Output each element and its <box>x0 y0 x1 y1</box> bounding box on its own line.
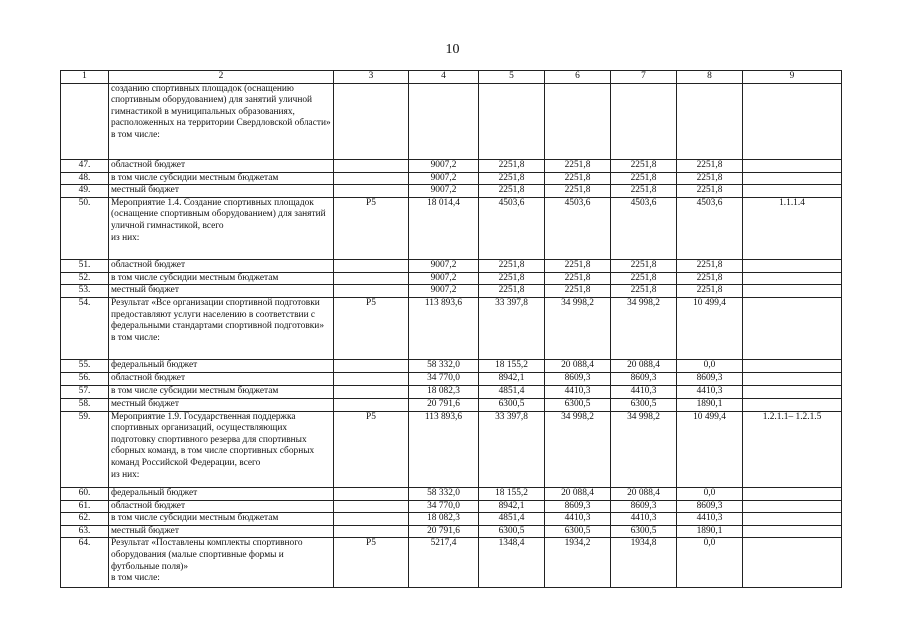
total-cell: 9007,2 <box>409 285 479 298</box>
year-value-cell: 34 998,2 <box>611 297 677 359</box>
year-value-cell: 2251,8 <box>677 159 743 172</box>
header-cell: 4 <box>409 71 479 84</box>
header-cell: 9 <box>743 71 842 84</box>
year-value-cell: 1890,1 <box>677 398 743 411</box>
code-cell <box>334 172 409 185</box>
table-row <box>61 500 842 513</box>
year-value-cell: 2251,8 <box>611 272 677 285</box>
year-value-cell: 2251,8 <box>677 259 743 272</box>
year-value-cell: 6300,5 <box>479 398 545 411</box>
description-cell: местный бюджет <box>109 185 334 198</box>
total-cell: 58 332,0 <box>409 359 479 372</box>
header-cell: 2 <box>109 71 334 84</box>
header-row <box>61 71 842 84</box>
year-value-cell: 8609,3 <box>545 500 611 513</box>
row-number-cell: 56. <box>61 372 109 385</box>
year-value-cell: 4851,4 <box>479 385 545 398</box>
total-cell: 9007,2 <box>409 272 479 285</box>
total-cell: 113 893,6 <box>409 297 479 359</box>
code-cell: Р5 <box>334 538 409 588</box>
table-row <box>61 513 842 526</box>
year-value-cell: 10 499,4 <box>677 411 743 487</box>
year-value-cell: 33 397,8 <box>479 411 545 487</box>
year-value-cell: 2251,8 <box>545 185 611 198</box>
description-cell: Мероприятие 1.9. Государственная поддержка спортивных организаций, осуществляющих подготовку спортивного резерва для спортивных сборных команд, в том числе спортивных сборных команд Российской Федерации, всего из них: <box>109 411 334 487</box>
total-cell: 9007,2 <box>409 172 479 185</box>
target-ref-cell <box>743 487 842 500</box>
code-cell <box>334 185 409 198</box>
year-value-cell <box>611 83 677 159</box>
description-cell: в том числе субсидии местным бюджетам <box>109 172 334 185</box>
target-ref-cell <box>743 398 842 411</box>
row-number-cell: 57. <box>61 385 109 398</box>
description-cell: в том числе субсидии местным бюджетам <box>109 272 334 285</box>
code-cell <box>334 285 409 298</box>
header-cell: 3 <box>334 71 409 84</box>
year-value-cell: 6300,5 <box>479 525 545 538</box>
target-ref-cell <box>743 359 842 372</box>
year-value-cell: 34 998,2 <box>611 411 677 487</box>
year-value-cell: 2251,8 <box>479 285 545 298</box>
table-row <box>61 197 842 259</box>
target-ref-cell <box>743 297 842 359</box>
row-number-cell: 47. <box>61 159 109 172</box>
table-row <box>61 272 842 285</box>
total-cell: 34 770,0 <box>409 500 479 513</box>
year-value-cell <box>479 83 545 159</box>
table-row <box>61 185 842 198</box>
total-cell: 18 082,3 <box>409 385 479 398</box>
year-value-cell: 18 155,2 <box>479 359 545 372</box>
row-number-cell: 63. <box>61 525 109 538</box>
description-cell: местный бюджет <box>109 398 334 411</box>
total-cell: 34 770,0 <box>409 372 479 385</box>
row-number-cell: 52. <box>61 272 109 285</box>
year-value-cell: 2251,8 <box>611 172 677 185</box>
row-number-cell: 53. <box>61 285 109 298</box>
target-ref-cell <box>743 372 842 385</box>
year-value-cell: 1348,4 <box>479 538 545 588</box>
code-cell <box>334 385 409 398</box>
code-cell: Р5 <box>334 197 409 259</box>
total-cell: 5217,4 <box>409 538 479 588</box>
table-row <box>61 285 842 298</box>
year-value-cell: 1934,8 <box>611 538 677 588</box>
year-value-cell: 4503,6 <box>677 197 743 259</box>
description-cell: Мероприятие 1.4. Создание спортивных площадок (оснащение спортивным оборудованием) для занятий уличной гимнастикой, всего из них: <box>109 197 334 259</box>
year-value-cell: 2251,8 <box>479 159 545 172</box>
year-value-cell: 2251,8 <box>479 185 545 198</box>
row-number-cell: 62. <box>61 513 109 526</box>
total-cell: 9007,2 <box>409 159 479 172</box>
total-cell: 58 332,0 <box>409 487 479 500</box>
year-value-cell: 2251,8 <box>677 285 743 298</box>
code-cell <box>334 83 409 159</box>
description-cell: созданию спортивных площадок (оснащению спортивным оборудованием) для занятий уличной гимнастикой в муниципальных образованиях, расположенных на территории Свердловской области» в том числе: <box>109 83 334 159</box>
year-value-cell: 18 155,2 <box>479 487 545 500</box>
year-value-cell: 2251,8 <box>479 272 545 285</box>
target-ref-cell: 1.2.1.1– 1.2.1.5 <box>743 411 842 487</box>
year-value-cell: 2251,8 <box>545 285 611 298</box>
table-row <box>61 487 842 500</box>
year-value-cell: 2251,8 <box>545 172 611 185</box>
year-value-cell: 8609,3 <box>611 500 677 513</box>
table-row <box>61 538 842 588</box>
page-number: 10 <box>445 42 460 57</box>
year-value-cell: 2251,8 <box>611 185 677 198</box>
target-ref-cell <box>743 172 842 185</box>
description-cell: областной бюджет <box>109 259 334 272</box>
row-number-cell <box>61 83 109 159</box>
year-value-cell: 2251,8 <box>677 185 743 198</box>
year-value-cell: 20 088,4 <box>545 359 611 372</box>
target-ref-cell: 1.1.1.4 <box>743 197 842 259</box>
target-ref-cell <box>743 272 842 285</box>
year-value-cell: 8942,1 <box>479 500 545 513</box>
year-value-cell <box>677 83 743 159</box>
row-number-cell: 54. <box>61 297 109 359</box>
year-value-cell: 0,0 <box>677 487 743 500</box>
row-number-cell: 55. <box>61 359 109 372</box>
year-value-cell: 8609,3 <box>677 500 743 513</box>
year-value-cell: 6300,5 <box>611 398 677 411</box>
year-value-cell: 1934,2 <box>545 538 611 588</box>
code-cell <box>334 259 409 272</box>
table-row <box>61 398 842 411</box>
year-value-cell: 4410,3 <box>611 385 677 398</box>
year-value-cell: 8942,1 <box>479 372 545 385</box>
row-number-cell: 51. <box>61 259 109 272</box>
description-cell: в том числе субсидии местным бюджетам <box>109 513 334 526</box>
description-cell: Результат «Поставлены комплекты спортивного оборудования (малые спортивные формы и футбольные поля)» в том числе: <box>109 538 334 588</box>
row-number-cell: 60. <box>61 487 109 500</box>
code-cell <box>334 159 409 172</box>
year-value-cell: 8609,3 <box>545 372 611 385</box>
table-row <box>61 372 842 385</box>
description-cell: областной бюджет <box>109 159 334 172</box>
year-value-cell: 34 998,2 <box>545 297 611 359</box>
description-cell: федеральный бюджет <box>109 359 334 372</box>
year-value-cell: 20 088,4 <box>611 359 677 372</box>
row-number-cell: 50. <box>61 197 109 259</box>
row-number-cell: 48. <box>61 172 109 185</box>
code-cell <box>334 272 409 285</box>
year-value-cell: 2251,8 <box>677 172 743 185</box>
code-cell <box>334 372 409 385</box>
total-cell: 20 791,6 <box>409 398 479 411</box>
row-number-cell: 61. <box>61 500 109 513</box>
target-ref-cell <box>743 538 842 588</box>
year-value-cell: 6300,5 <box>545 398 611 411</box>
header-cell: 5 <box>479 71 545 84</box>
row-number-cell: 59. <box>61 411 109 487</box>
year-value-cell: 2251,8 <box>545 272 611 285</box>
target-ref-cell <box>743 159 842 172</box>
budget-table <box>60 70 842 588</box>
year-value-cell: 34 998,2 <box>545 411 611 487</box>
year-value-cell: 6300,5 <box>611 525 677 538</box>
total-cell: 20 791,6 <box>409 525 479 538</box>
year-value-cell: 2251,8 <box>545 159 611 172</box>
year-value-cell: 10 499,4 <box>677 297 743 359</box>
total-cell: 18 014,4 <box>409 197 479 259</box>
code-cell <box>334 500 409 513</box>
table-row <box>61 159 842 172</box>
code-cell <box>334 513 409 526</box>
row-number-cell: 58. <box>61 398 109 411</box>
year-value-cell: 6300,5 <box>545 525 611 538</box>
description-cell: областной бюджет <box>109 500 334 513</box>
year-value-cell: 2251,8 <box>545 259 611 272</box>
code-cell <box>334 398 409 411</box>
table-row <box>61 83 842 159</box>
code-cell: Р5 <box>334 411 409 487</box>
table-row <box>61 297 842 359</box>
year-value-cell: 4503,6 <box>545 197 611 259</box>
total-cell: 9007,2 <box>409 185 479 198</box>
year-value-cell: 0,0 <box>677 359 743 372</box>
year-value-cell: 4410,3 <box>611 513 677 526</box>
year-value-cell: 2251,8 <box>611 159 677 172</box>
code-cell <box>334 359 409 372</box>
year-value-cell: 20 088,4 <box>545 487 611 500</box>
header-cell: 8 <box>677 71 743 84</box>
year-value-cell: 20 088,4 <box>611 487 677 500</box>
header-cell: 1 <box>61 71 109 84</box>
description-cell: местный бюджет <box>109 525 334 538</box>
table-row <box>61 359 842 372</box>
total-cell: 9007,2 <box>409 259 479 272</box>
code-cell: Р5 <box>334 297 409 359</box>
total-cell <box>409 83 479 159</box>
target-ref-cell <box>743 513 842 526</box>
target-ref-cell <box>743 83 842 159</box>
header-cell: 6 <box>545 71 611 84</box>
table-row <box>61 525 842 538</box>
description-cell: местный бюджет <box>109 285 334 298</box>
description-cell: областной бюджет <box>109 372 334 385</box>
header-cell: 7 <box>611 71 677 84</box>
table-row <box>61 385 842 398</box>
year-value-cell: 0,0 <box>677 538 743 588</box>
year-value-cell: 8609,3 <box>611 372 677 385</box>
table-row <box>61 172 842 185</box>
year-value-cell: 4503,6 <box>479 197 545 259</box>
year-value-cell: 4410,3 <box>677 385 743 398</box>
year-value-cell: 2251,8 <box>479 259 545 272</box>
year-value-cell: 1890,1 <box>677 525 743 538</box>
row-number-cell: 64. <box>61 538 109 588</box>
year-value-cell <box>545 83 611 159</box>
total-cell: 18 082,3 <box>409 513 479 526</box>
target-ref-cell <box>743 525 842 538</box>
year-value-cell: 2251,8 <box>611 259 677 272</box>
total-cell: 113 893,6 <box>409 411 479 487</box>
year-value-cell: 4851,4 <box>479 513 545 526</box>
year-value-cell: 4410,3 <box>545 513 611 526</box>
target-ref-cell <box>743 285 842 298</box>
year-value-cell: 4503,6 <box>611 197 677 259</box>
code-cell <box>334 525 409 538</box>
code-cell <box>334 487 409 500</box>
target-ref-cell <box>743 385 842 398</box>
year-value-cell: 2251,8 <box>611 285 677 298</box>
year-value-cell: 4410,3 <box>677 513 743 526</box>
target-ref-cell <box>743 185 842 198</box>
year-value-cell: 2251,8 <box>479 172 545 185</box>
year-value-cell: 33 397,8 <box>479 297 545 359</box>
target-ref-cell <box>743 500 842 513</box>
year-value-cell: 2251,8 <box>677 272 743 285</box>
description-cell: в том числе субсидии местным бюджетам <box>109 385 334 398</box>
table-row <box>61 411 842 487</box>
target-ref-cell <box>743 259 842 272</box>
year-value-cell: 8609,3 <box>677 372 743 385</box>
year-value-cell: 4410,3 <box>545 385 611 398</box>
table-row <box>61 259 842 272</box>
description-cell: федеральный бюджет <box>109 487 334 500</box>
description-cell: Результат «Все организации спортивной подготовки предоставляют услуги населению в соответствии с федеральными стандартами спортивной подготовки» в том числе: <box>109 297 334 359</box>
row-number-cell: 49. <box>61 185 109 198</box>
